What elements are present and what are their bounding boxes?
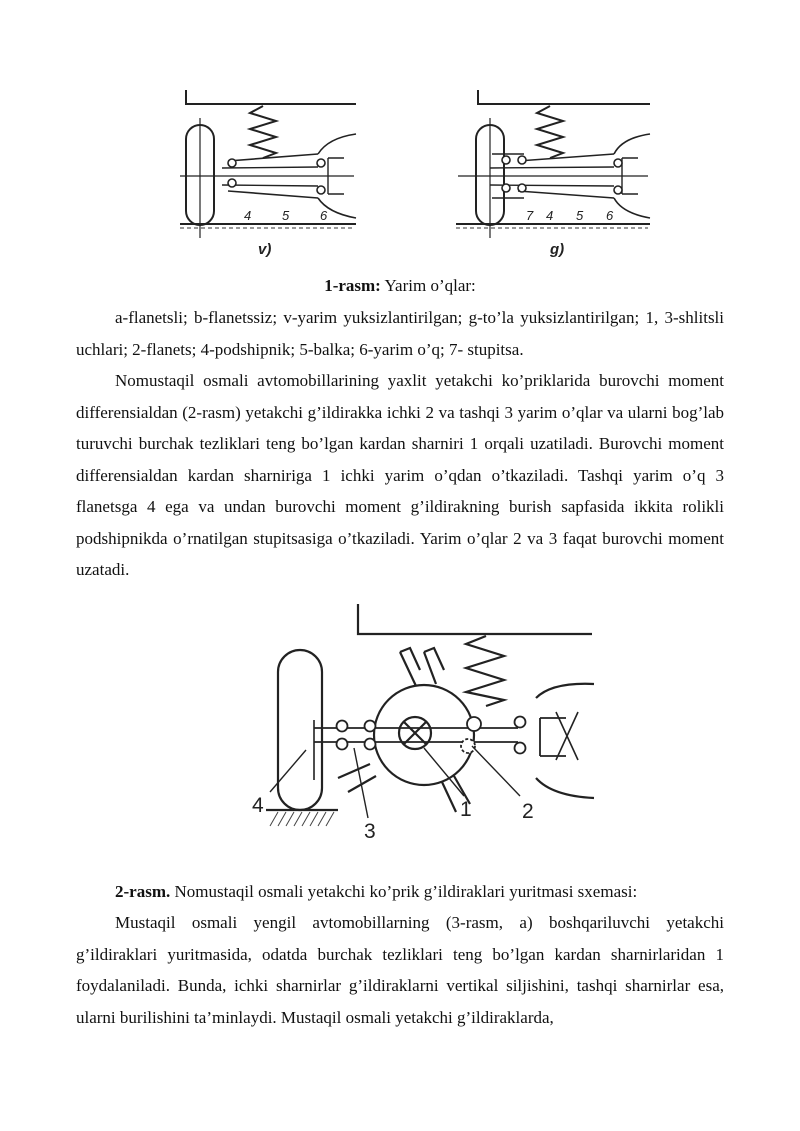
figure-2-diagram [252, 600, 594, 860]
figure-1-caption-label: 1-rasm: [324, 276, 381, 295]
fig2-label-2: 2 [522, 800, 534, 823]
fig2-label-3: 3 [364, 820, 376, 843]
fig1-right-label-6: 6 [606, 208, 614, 223]
figure-1-legend: a-flanetsli; b-flanetssiz; v-yarim yuksizlantirilgan; g-to’la yuksizlantirilgan; 1, 3-shlitsli uchlari; 2-flanets; 4-podshipnik; 5-balka; 6-yarim o’q; 7- stupitsa. [76, 308, 724, 359]
figure-2-caption [76, 876, 724, 908]
figure-1-caption [0, 276, 800, 296]
fig2-label-4: 4 [252, 794, 264, 817]
body-paragraph-2: Mustaqil osmali yengil avtomobillarning (3-rasm, a) boshqariluvchi yetakchi g’ildiraklari yuritmasida, odatda burchak tezliklari teng bo’lgan kardan sharnirlaridan 1 foydalaniladi. Bunda, ichki sharnirlar g’ildiraklarni vertikal siljishini, tashqi sharnirlar esa, ularni burilishini ta’minlaydi. Mustaqil osmali yetakchi g’ildiraklarda, [76, 913, 724, 1027]
fig1-left-label-4: 4 [244, 208, 252, 223]
fig1-right-label-7: 7 [526, 208, 534, 223]
fig1-left-sublabel: v) [258, 241, 272, 258]
figure-2-caption-label: 2-rasm. [115, 882, 171, 901]
figure-1-panel-g [452, 88, 652, 260]
fig2-label-1: 1 [460, 798, 472, 821]
fig1-left-label-5: 5 [282, 208, 290, 223]
fig1-left-label-6: 6 [320, 208, 328, 223]
fig1-right-label-5: 5 [576, 208, 584, 223]
fig1-right-sublabel: g) [550, 241, 565, 258]
figure-1-panel-v [178, 88, 358, 260]
figure-2-caption-text: Nomustaqil osmali yetakchi ko’prik g’ildiraklari yuritmasi sxemasi: [170, 882, 638, 901]
body-paragraph-1: Nomustaqil osmali avtomobillarining yaxlit yetakchi ko’priklarida burovchi moment differensialdan (2-rasm) yetakchi g’ildirakka ichki 2 va tashqi 3 yarim o’qlar va ularni bog’lab turuvchi burchak tezliklari teng bo’lgan kardan sharniri 1 orqali uzatiladi. Burovchi moment differensialdan kardan sharniriga 1 ichki yarim o’qdan o’tkaziladi. Tashqi yarim o’q 3 flanetsga 4 ega va undan burovchi moment g’ildirakning burish sapfasida ikkita rolikli podshipnikda o’rnatilgan stupitsasiga o’tkaziladi. Yarim o’qlar 2 va 3 faqat burovchi moment uzatadi. [76, 371, 724, 579]
fig1-right-label-4: 4 [546, 208, 554, 223]
figure-1-caption-text: Yarim o’qlar: [380, 276, 476, 295]
